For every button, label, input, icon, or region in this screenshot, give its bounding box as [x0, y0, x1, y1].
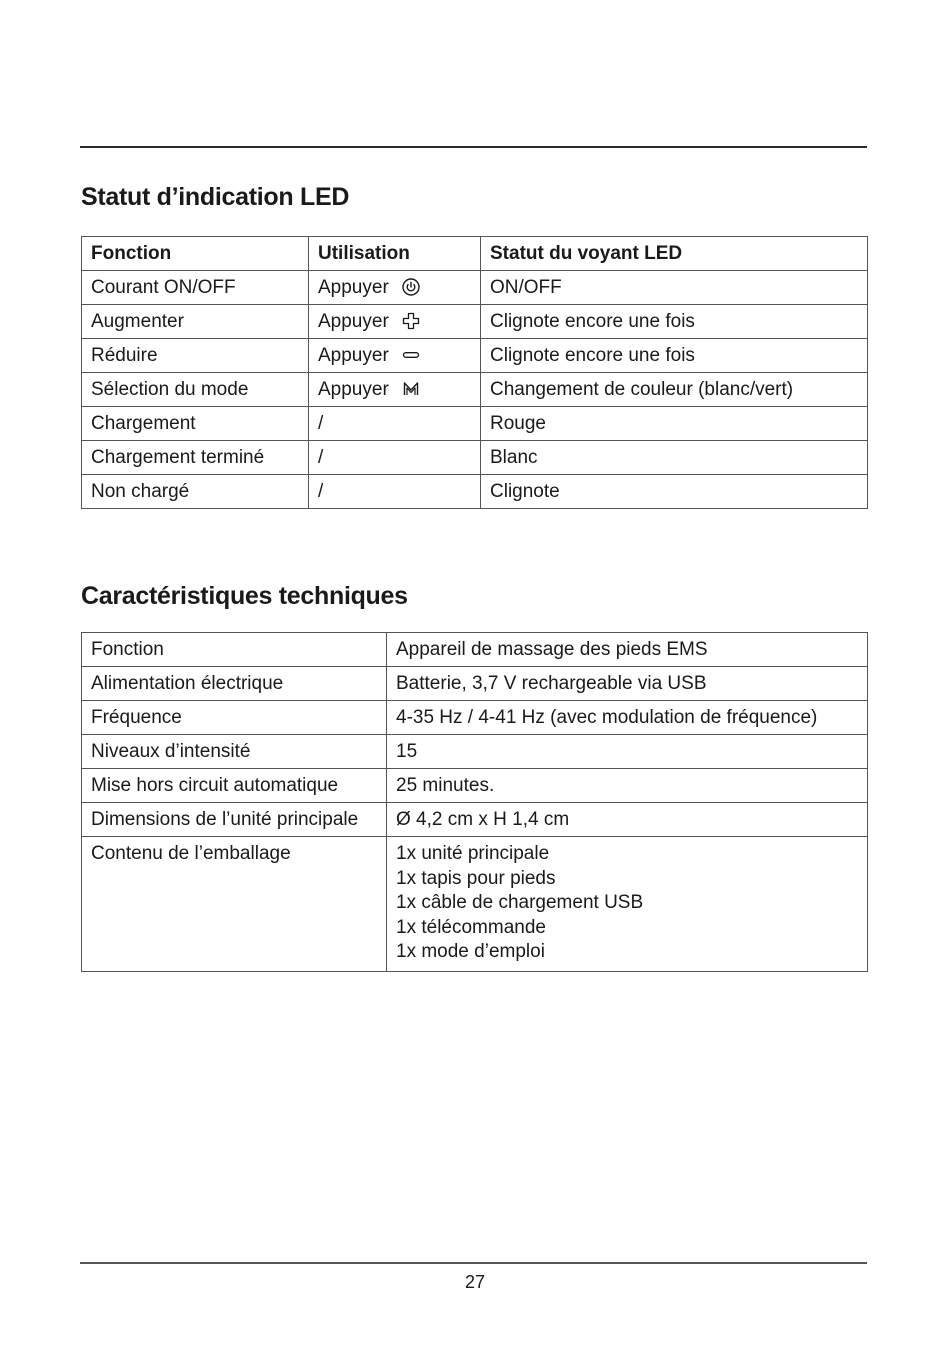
list-item: 1x tapis pour pieds: [396, 867, 556, 889]
spec-value: 4-35 Hz / 4-41 Hz (avec modulation de fréquence): [387, 701, 868, 735]
top-divider: [80, 146, 867, 148]
table-row: [82, 667, 868, 701]
spec-label: Alimentation électrique: [82, 667, 387, 701]
list-item: 1x câble de chargement USB: [396, 892, 644, 913]
spec-value: 15: [387, 735, 868, 769]
table-row: [82, 305, 868, 339]
usage-cell: /: [309, 441, 481, 475]
spec-label: Fonction: [82, 633, 387, 667]
specs-section-title: Caractéristiques techniques: [81, 582, 408, 610]
spec-label: Dimensions de l’unité principale: [82, 803, 387, 837]
usage-cell: [309, 305, 481, 339]
table-row: [82, 735, 868, 769]
led-section-title: Statut d’indication LED: [81, 183, 350, 211]
power-icon: [401, 277, 421, 297]
spec-label: Niveaux d’intensité: [82, 735, 387, 769]
table-row: [82, 373, 868, 407]
list-item: 1x télécommande: [396, 916, 546, 938]
usage-cell: /: [309, 407, 481, 441]
table-row: [82, 475, 868, 509]
table-row: [82, 769, 868, 803]
status-cell: Clignote encore une fois: [481, 339, 868, 373]
usage-cell: /: [309, 475, 481, 509]
led-status-table: [81, 236, 868, 509]
spec-value: [387, 837, 868, 972]
spec-value: Batterie, 3,7 V rechargeable via USB: [387, 667, 868, 701]
function-cell: Courant ON/OFF: [82, 271, 309, 305]
usage-cell: [309, 339, 481, 373]
spec-label: Contenu de l’emballage: [82, 837, 387, 972]
status-cell: Changement de couleur (blanc/vert): [481, 373, 868, 407]
bottom-divider: [80, 1262, 867, 1264]
table-row: [82, 407, 868, 441]
usage-cell: [309, 271, 481, 305]
status-cell: Rouge: [481, 407, 868, 441]
function-cell: Chargement terminé: [82, 441, 309, 475]
function-cell: Augmenter: [82, 305, 309, 339]
list-item: 1x mode d’emploi: [396, 941, 545, 962]
table-row: [82, 633, 868, 667]
package-contents-list: [396, 842, 858, 965]
header-function: Fonction: [82, 237, 309, 271]
status-cell: Clignote encore une fois: [481, 305, 868, 339]
spec-value: Ø 4,2 cm x H 1,4 cm: [387, 803, 868, 837]
minus-icon: [401, 345, 421, 365]
status-cell: ON/OFF: [481, 271, 868, 305]
spec-value: 25 minutes.: [387, 769, 868, 803]
header-usage: Utilisation: [309, 237, 481, 271]
usage-text: Appuyer: [318, 379, 389, 400]
table-row: [82, 837, 868, 972]
table-row: [82, 441, 868, 475]
usage-cell: [309, 373, 481, 407]
technical-specs-table: [81, 632, 868, 972]
spec-label: Mise hors circuit automatique: [82, 769, 387, 803]
table-row: [82, 339, 868, 373]
spec-label: Fréquence: [82, 701, 387, 735]
function-cell: Non chargé: [82, 475, 309, 509]
table-header-row: [82, 237, 868, 271]
usage-text: Appuyer: [318, 277, 389, 298]
list-item: 1x unité principale: [396, 843, 550, 864]
function-cell: Sélection du mode: [82, 373, 309, 407]
table-row: [82, 271, 868, 305]
function-cell: Réduire: [82, 339, 309, 373]
table-row: [82, 701, 868, 735]
table-row: [82, 803, 868, 837]
usage-text: Appuyer: [318, 311, 389, 332]
mode-icon: [401, 379, 421, 399]
usage-text: Appuyer: [318, 345, 389, 366]
status-cell: Blanc: [481, 441, 868, 475]
header-led-status: Statut du voyant LED: [481, 237, 868, 271]
spec-value: Appareil de massage des pieds EMS: [387, 633, 868, 667]
status-cell: Clignote: [481, 475, 868, 509]
function-cell: Chargement: [82, 407, 309, 441]
plus-icon: [401, 311, 421, 331]
page-number: 27: [464, 1272, 486, 1292]
